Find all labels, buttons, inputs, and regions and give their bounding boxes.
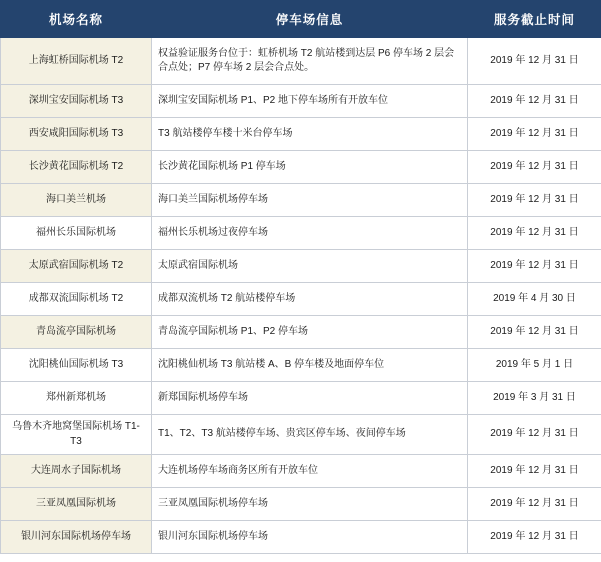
cell-airport-name: 乌鲁木齐地窝堡国际机场 T1-T3 bbox=[1, 415, 152, 455]
cell-airport-name: 太原武宿国际机场 T2 bbox=[1, 250, 152, 283]
cell-airport-name: 福州长乐国际机场 bbox=[1, 217, 152, 250]
cell-service-deadline: 2019 年 12 月 31 日 bbox=[468, 85, 601, 118]
cell-service-deadline: 2019 年 12 月 31 日 bbox=[468, 184, 601, 217]
cell-parking-info: 新郑国际机场停车场 bbox=[152, 382, 468, 415]
cell-airport-name: 银川河东国际机场停车场 bbox=[1, 521, 152, 554]
cell-service-deadline: 2019 年 12 月 31 日 bbox=[468, 415, 601, 455]
cell-parking-info: 深圳宝安国际机场 P1、P2 地下停车场所有开放车位 bbox=[152, 85, 468, 118]
cell-service-deadline: 2019 年 12 月 31 日 bbox=[468, 118, 601, 151]
table-row bbox=[1, 118, 601, 151]
cell-service-deadline: 2019 年 12 月 31 日 bbox=[468, 250, 601, 283]
cell-service-deadline: 2019 年 4 月 30 日 bbox=[468, 283, 601, 316]
cell-parking-info: 三亚凤凰国际机场停车场 bbox=[152, 488, 468, 521]
table-row bbox=[1, 151, 601, 184]
cell-service-deadline: 2019 年 12 月 31 日 bbox=[468, 521, 601, 554]
cell-parking-info: 长沙黄花国际机场 P1 停车场 bbox=[152, 151, 468, 184]
column-header-parking-info: 停车场信息 bbox=[152, 1, 468, 38]
cell-airport-name: 海口美兰机场 bbox=[1, 184, 152, 217]
table-row bbox=[1, 521, 601, 554]
cell-service-deadline: 2019 年 12 月 31 日 bbox=[468, 38, 601, 85]
cell-parking-info: 银川河东国际机场停车场 bbox=[152, 521, 468, 554]
cell-parking-info: 成都双流机场 T2 航站楼停车场 bbox=[152, 283, 468, 316]
table-row bbox=[1, 349, 601, 382]
cell-service-deadline: 2019 年 12 月 31 日 bbox=[468, 455, 601, 488]
cell-service-deadline: 2019 年 12 月 31 日 bbox=[468, 488, 601, 521]
table-body bbox=[1, 38, 601, 554]
table-row bbox=[1, 455, 601, 488]
table-row bbox=[1, 38, 601, 85]
cell-service-deadline: 2019 年 3 月 31 日 bbox=[468, 382, 601, 415]
cell-airport-name: 上海虹桥国际机场 T2 bbox=[1, 38, 152, 85]
table-header bbox=[1, 1, 601, 38]
cell-airport-name: 郑州新郑机场 bbox=[1, 382, 152, 415]
table-row bbox=[1, 85, 601, 118]
table-row bbox=[1, 382, 601, 415]
table-row bbox=[1, 415, 601, 455]
cell-parking-info: 青岛流亭国际机场 P1、P2 停车场 bbox=[152, 316, 468, 349]
cell-parking-info: 沈阳桃仙机场 T3 航站楼 A、B 停车楼及地面停车位 bbox=[152, 349, 468, 382]
cell-parking-info: 大连机场停车场商务区所有开放车位 bbox=[152, 455, 468, 488]
table-row bbox=[1, 316, 601, 349]
cell-parking-info: 权益验证服务台位于：虹桥机场 T2 航站楼到达层 P6 停车场 2 层会合点处；P7 停车场 2 层会合点处。 bbox=[152, 38, 468, 85]
cell-airport-name: 长沙黄花国际机场 T2 bbox=[1, 151, 152, 184]
cell-airport-name: 沈阳桃仙国际机场 T3 bbox=[1, 349, 152, 382]
cell-airport-name: 西安咸阳国际机场 T3 bbox=[1, 118, 152, 151]
cell-parking-info: 太原武宿国际机场 bbox=[152, 250, 468, 283]
cell-parking-info: T3 航站楼停车楼十米台停车场 bbox=[152, 118, 468, 151]
table-row bbox=[1, 283, 601, 316]
cell-airport-name: 青岛流亭国际机场 bbox=[1, 316, 152, 349]
table-row bbox=[1, 217, 601, 250]
table-row bbox=[1, 250, 601, 283]
column-header-service-deadline: 服务截止时间 bbox=[468, 1, 601, 38]
cell-parking-info: 福州长乐机场过夜停车场 bbox=[152, 217, 468, 250]
column-header-airport-name: 机场名称 bbox=[1, 1, 152, 38]
cell-parking-info: T1、T2、T3 航站楼停车场、贵宾区停车场、夜间停车场 bbox=[152, 415, 468, 455]
cell-service-deadline: 2019 年 12 月 31 日 bbox=[468, 151, 601, 184]
cell-service-deadline: 2019 年 12 月 31 日 bbox=[468, 217, 601, 250]
table-row bbox=[1, 488, 601, 521]
cell-airport-name: 成都双流国际机场 T2 bbox=[1, 283, 152, 316]
cell-parking-info: 海口美兰国际机场停车场 bbox=[152, 184, 468, 217]
table-header-row bbox=[1, 1, 601, 38]
cell-service-deadline: 2019 年 5 月 1 日 bbox=[468, 349, 601, 382]
cell-airport-name: 深圳宝安国际机场 T3 bbox=[1, 85, 152, 118]
cell-airport-name: 三亚凤凰国际机场 bbox=[1, 488, 152, 521]
table-row bbox=[1, 184, 601, 217]
cell-service-deadline: 2019 年 12 月 31 日 bbox=[468, 316, 601, 349]
cell-airport-name: 大连周水子国际机场 bbox=[1, 455, 152, 488]
